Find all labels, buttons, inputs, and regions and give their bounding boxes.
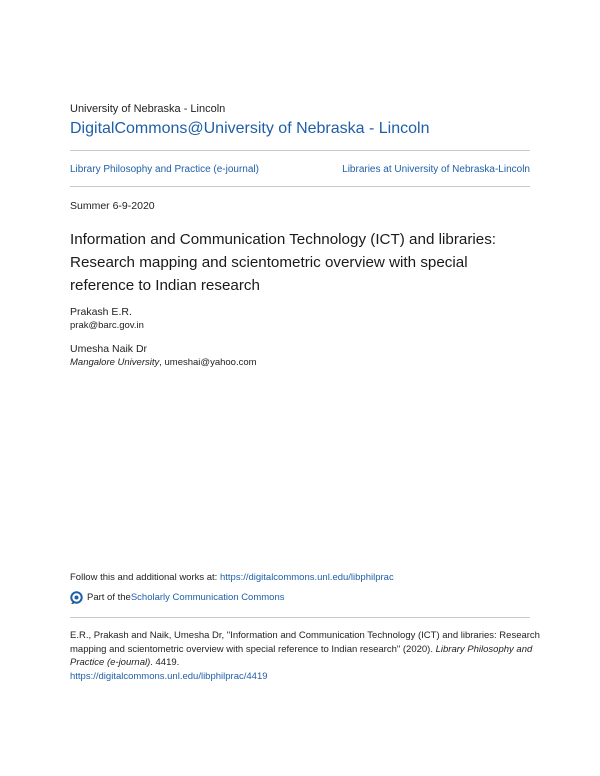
- author-name: Umesha Naik Dr: [70, 343, 148, 355]
- affiliation-university: Mangalore University: [70, 357, 160, 368]
- author-email: prak@barc.gov.in: [70, 320, 144, 331]
- citation-link[interactable]: https://digitalcommons.unl.edu/libphilprac/4419: [70, 670, 268, 682]
- author-name: Prakash E.R.: [70, 306, 132, 318]
- journal-link[interactable]: Library Philosophy and Practice (e-journal): [70, 164, 259, 175]
- citation-number: . 4419.: [150, 657, 180, 668]
- collection-links: [70, 164, 530, 175]
- divider: [70, 186, 530, 187]
- citation-journal: Library Philosophy and Practice (e-journal): [70, 643, 533, 668]
- divider: [70, 150, 530, 151]
- publication-date: Summer 6-9-2020: [70, 200, 155, 212]
- institution-name: University of Nebraska - Lincoln: [70, 103, 226, 115]
- author-email: , umeshai@yahoo.com: [159, 357, 257, 368]
- follow-text: Follow this and additional works at:: [70, 572, 220, 583]
- part-of-text: Part of the: [87, 592, 131, 603]
- article-title: Information and Communication Technology (ICT) and libraries: Research mapping and scientometric overview with special reference to Indian research: [70, 231, 497, 294]
- recommended-citation: [70, 629, 540, 683]
- follow-link[interactable]: https://digitalcommons.unl.edu/libphilprac: [219, 572, 394, 583]
- part-of-line: [70, 591, 284, 604]
- libraries-link[interactable]: Libraries at University of Nebraska-Lincoln: [342, 164, 530, 175]
- share-icon: [70, 591, 83, 604]
- author-affiliation: [70, 357, 257, 368]
- commons-link[interactable]: Scholarly Communication Commons: [130, 592, 285, 603]
- follow-line: [70, 572, 394, 583]
- repository-link[interactable]: DigitalCommons@University of Nebraska - Lincoln: [70, 120, 430, 137]
- divider: [70, 617, 530, 618]
- citation-text: E.R., Prakash and Naik, Umesha Dr, "Information and Communication Technology (ICT) and libraries: Research mapping and scientometric overview with special reference to Indian research" (2020).: [70, 630, 540, 655]
